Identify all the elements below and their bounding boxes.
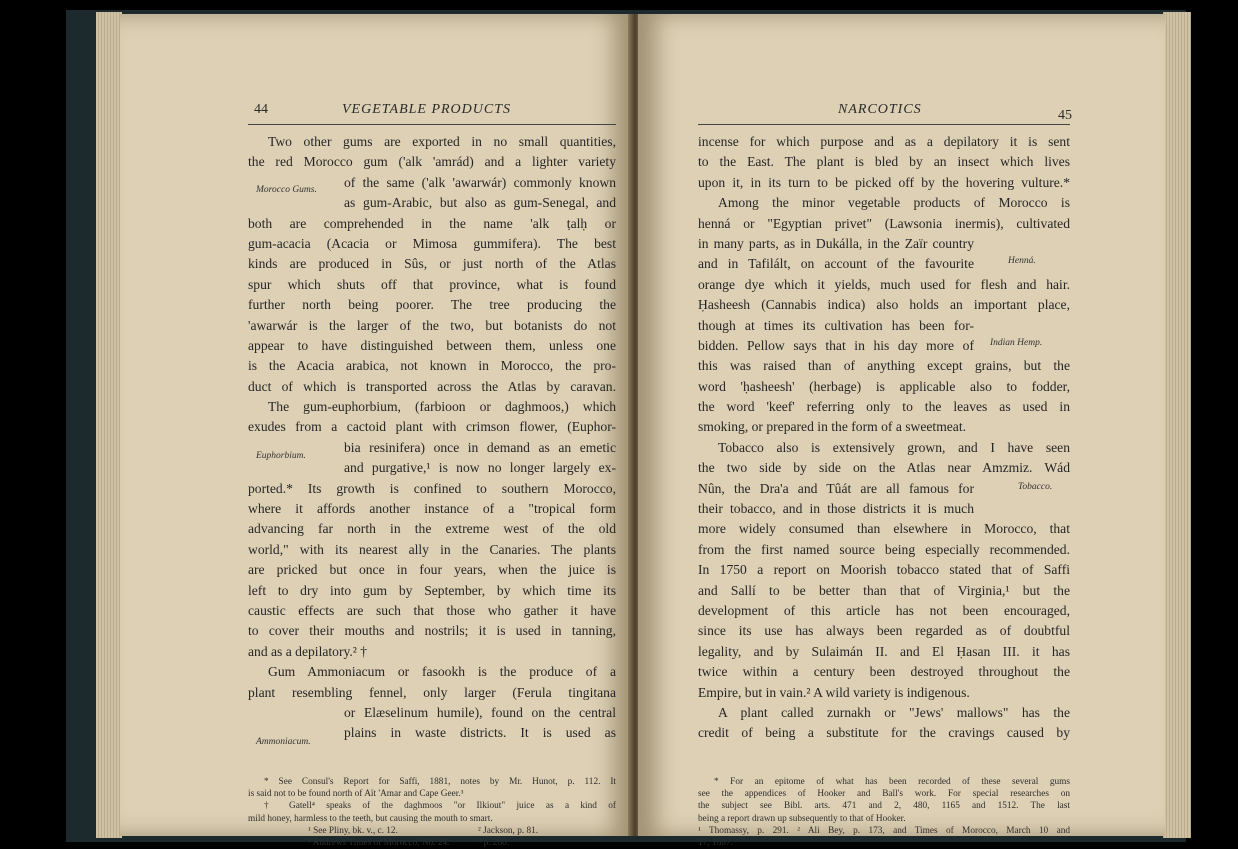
left-footnotes bbox=[248, 776, 616, 849]
right-body-text bbox=[698, 132, 1070, 744]
text-line: gum-acacia (Acacia or Mimosa gummifera). The best bbox=[248, 235, 616, 251]
text-line: world," with its nearest ally in the Canaries. The plants bbox=[248, 541, 616, 557]
text-line: caustic effects are such that those who gather it have bbox=[248, 602, 616, 618]
text-line: credit of being a substitute for the cravings caused by bbox=[698, 725, 1070, 741]
text-line: orange dye which it yields, much used for flesh and hair. bbox=[698, 276, 1070, 292]
text-line: smoking, or prepared in the form of a sweetmeat. bbox=[698, 419, 967, 435]
footnote-line: mild honey, harmless to the teeth, but causing the mouth to smart. bbox=[248, 813, 493, 824]
footnote-ref-row bbox=[248, 837, 616, 849]
text-line: advancing far north in the extreme west of the old bbox=[248, 521, 616, 537]
text-line: incense for which purpose and as a depilatory it is sent bbox=[698, 134, 1070, 149]
right-running-title: NARCOTICS bbox=[838, 102, 922, 117]
text-line: to cover their mouths and nostrils; it is used in tanning, bbox=[248, 623, 616, 639]
right-page-number: 45 bbox=[1058, 108, 1072, 123]
left-page-number: 44 bbox=[254, 102, 268, 117]
sidenote-indian-hemp: Indian Hemp. bbox=[990, 338, 1043, 348]
text-line: this was raised than of anything except grains, but the bbox=[698, 358, 1070, 374]
text-line: Nûn, the Dra'a and Tûát are all famous for bbox=[698, 480, 974, 496]
text-line: more widely consumed than elsewhere in Morocco, that bbox=[698, 521, 1070, 537]
text-line: upon it, in its turn to be picked off by the hovering vulture.* bbox=[698, 174, 1070, 190]
text-line: Empire, but in vain.² A wild variety is indigenous. bbox=[698, 684, 970, 700]
text-line: Ḥasheesh (Cannabis indica) also holds an important place, bbox=[698, 297, 1070, 313]
right-header-rule bbox=[698, 124, 1070, 125]
text-line: where it affords another instance of a "tropical form bbox=[248, 501, 616, 517]
text-line: appear to have distinguished between them, unless one bbox=[248, 337, 616, 353]
footnote-line: is said not to be found north of Aït 'Amar and Cape Geer.³ bbox=[248, 789, 464, 800]
text-line: and Sallí to be better than that of Virginia,¹ but the bbox=[698, 582, 1070, 598]
text-line: the word 'keef' referring only to the leaves as used in bbox=[698, 399, 1070, 415]
footnote-ref-row: ¹ Thomassy, p. 291. ² Ali Bey, p. 173, and Times of Morocco, March 10 and bbox=[698, 825, 1070, 836]
text-line: is the Acacia arabica, not known in Morocco, the pro- bbox=[248, 358, 616, 374]
text-line: further north being poorer. The tree producing the bbox=[248, 297, 616, 313]
footnote-ref: ³ Andrews Times of Morocco, No. 24. bbox=[308, 837, 450, 848]
footnote-line: being a report drawn up subsequently to that of Hooker. bbox=[698, 813, 906, 824]
text-line: are pricked but once in four years, when the juice is bbox=[248, 562, 616, 578]
footnote-line: see the appendices of Hooker and Ball's work. For special researches on bbox=[698, 789, 1070, 800]
text-line: though at times its cultivation has been for- bbox=[698, 317, 974, 333]
right-page bbox=[638, 14, 1165, 848]
text-line: to the East. The plant is bled by an insect which lives bbox=[698, 154, 1070, 170]
text-line: bia resinifera) once in demand as an emetic bbox=[344, 439, 616, 455]
text-line: henná or "Egyptian privet" (Lawsonia inermis), cultivated bbox=[698, 215, 1070, 231]
text-line: bidden. Pellow says that in his day more of bbox=[698, 337, 974, 353]
left-page bbox=[120, 14, 632, 848]
text-line: plant resembling fennel, only larger (Ferula tingitana bbox=[248, 684, 616, 700]
page-edges-left bbox=[96, 12, 122, 838]
footnote-ref-row: 17, 1887. bbox=[698, 837, 733, 848]
text-line: In 1750 a report on Moorish tobacco stated that of Saffi bbox=[698, 562, 1070, 578]
text-line: and purgative,¹ is now no longer largely ex- bbox=[344, 460, 616, 476]
footnote-ref: ² Jackson, p. 81. bbox=[478, 825, 539, 836]
text-line: Among the minor vegetable products of Morocco is bbox=[718, 195, 1070, 211]
text-line: 'awarwár is the larger of the two, but botanists do not bbox=[248, 317, 616, 333]
text-line: as gum-Arabic, but also as gum-Senegal, and bbox=[344, 195, 616, 211]
text-line: both are comprehended in the name 'alk ṭalḥ or bbox=[248, 215, 616, 231]
left-header-rule bbox=[248, 124, 616, 125]
text-line: ported.* Its growth is confined to southern Morocco, bbox=[248, 480, 616, 496]
left-running-title: VEGETABLE PRODUCTS bbox=[342, 102, 512, 117]
text-line: The gum-euphorbium, (farbioon or daghmoos,) which bbox=[268, 399, 616, 415]
text-line: plains in waste districts. It is used as bbox=[344, 725, 616, 741]
text-line: twice within a century been destroyed throughout the bbox=[698, 664, 1070, 680]
text-line: development of this article has not been encouraged, bbox=[698, 602, 1070, 618]
left-body-text bbox=[248, 132, 616, 744]
text-line: Tobacco also is extensively grown, and I have seen bbox=[718, 439, 1070, 455]
sidenote-henna: Henná. bbox=[1008, 256, 1036, 266]
sidenote-tobacco: Tobacco. bbox=[1018, 482, 1053, 492]
right-footnotes bbox=[698, 776, 1070, 849]
text-line: the red Morocco gum ('alk 'amrád) and a lighter variety bbox=[248, 154, 616, 170]
sidenote-euphorbium: Euphorbium. bbox=[256, 451, 306, 461]
text-line: their tobacco, and in those districts it is much bbox=[698, 501, 974, 517]
text-line: kinds are produced in Sûs, or just north of the Atlas bbox=[248, 256, 616, 272]
text-line: A plant called zurnakh or "Jews' mallows" has the bbox=[718, 704, 1070, 720]
footnote-ref: ¹ See Pliny, bk. v., c. 12. bbox=[308, 825, 398, 836]
sidenote-morocco-gums: Morocco Gums. bbox=[256, 185, 317, 195]
text-line: word 'ḥasheesh' (herbage) is applicable also to fodder, bbox=[698, 378, 1070, 394]
text-line: or Elæselinum humile), found on the central bbox=[344, 704, 616, 720]
text-line: legality, and by Sulaimán II. and El Ḥasan III. it has bbox=[698, 643, 1070, 659]
text-line: since its use has always been regarded as of doubtful bbox=[698, 623, 1070, 639]
text-line: of the same ('alk 'awarwár) commonly known bbox=[344, 174, 616, 190]
footnote-line: † Gatell⁴ speaks of the daghmoos "or Ilkiout" juice as a kind of bbox=[264, 801, 616, 812]
text-line: Two other gums are exported in no small quantities, bbox=[268, 134, 616, 149]
page-edges-right bbox=[1163, 12, 1191, 838]
footnote-line: * For an epitome of what has been recorded of these several gums bbox=[714, 777, 1070, 787]
text-line: spur which shuts off that province, what is found bbox=[248, 276, 616, 292]
text-line: left to dry into gum by September, by which time its bbox=[248, 582, 616, 598]
footnote-ref-row bbox=[248, 825, 616, 837]
text-line: and as a depilatory.² † bbox=[248, 643, 368, 659]
footnote-line: the subject see Bibl. arts. 471 and 2, 480, 1165 and 1512. The last bbox=[698, 801, 1070, 812]
text-line: and in Tafilált, on account of the favourite bbox=[698, 256, 974, 272]
text-line: the two side by side on the Atlas near Amzmiz. Wád bbox=[698, 460, 1070, 476]
text-line: from the first named source being especially recommended. bbox=[698, 541, 1070, 557]
text-line: exudes from a cactoid plant with crimson flower, (Euphor- bbox=[248, 419, 616, 435]
text-line: in many parts, as in Dukálla, in the Zaïr country bbox=[698, 235, 974, 251]
footnote-line: * See Consul's Report for Saffi, 1881, notes by Mr. Hunot, p. 112. It bbox=[264, 777, 616, 787]
text-line: duct of which is transported across the Atlas by caravan. bbox=[248, 378, 616, 394]
footnote-ref: ⁴ p. 260. bbox=[478, 837, 510, 848]
sidenote-ammoniacum: Ammoniacum. bbox=[256, 737, 311, 747]
text-line: Gum Ammoniacum or fasookh is the produce of a bbox=[268, 664, 616, 680]
